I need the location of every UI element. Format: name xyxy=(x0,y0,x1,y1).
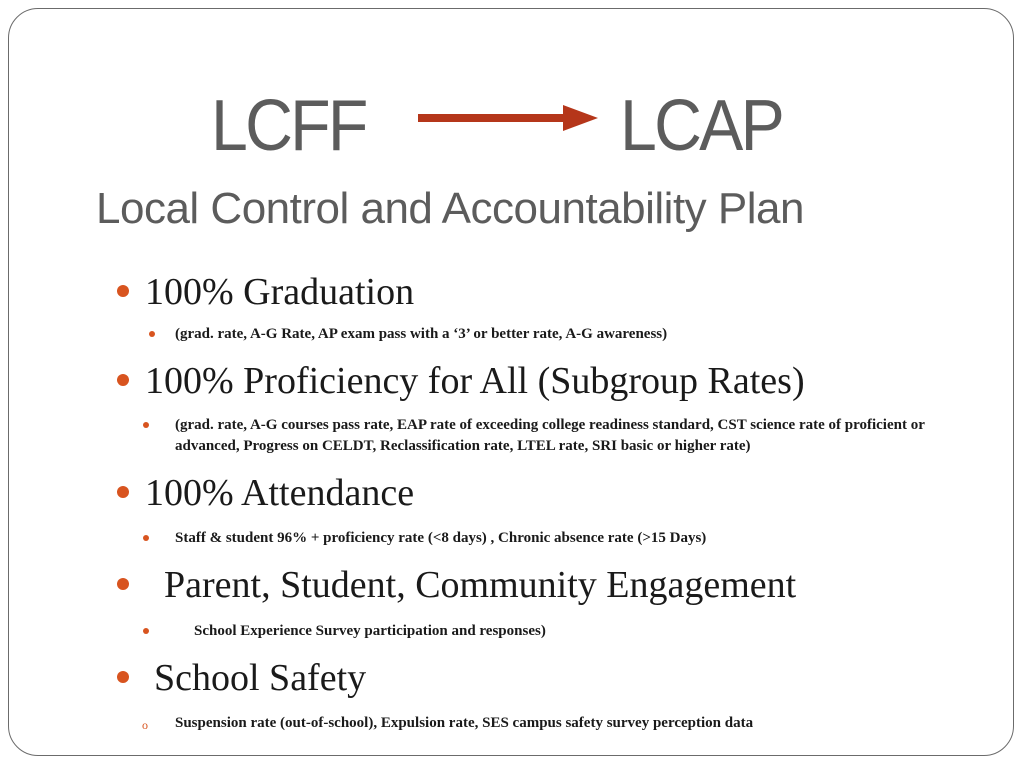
bullet-proficiency: 100% Proficiency for All (Subgroup Rates) xyxy=(145,360,805,402)
bullet-dot-icon xyxy=(117,374,129,386)
sub-bullet-dot-icon xyxy=(143,535,149,541)
sub-bullet-engagement: School Experience Survey participation and responses) xyxy=(194,623,546,639)
sub-bullet-dot-icon xyxy=(143,422,149,428)
bullet-dot-icon xyxy=(117,486,129,498)
sub-bullet-hollow-icon: o xyxy=(142,718,148,732)
bullet-dot-icon xyxy=(117,671,129,683)
sub-bullet-school-safety: Suspension rate (out-of-school), Expulsion rate, SES campus safety survey perception data xyxy=(175,715,754,731)
sub-bullet-dot-icon xyxy=(149,331,155,337)
title-lcff: LCFF xyxy=(211,86,366,166)
sub-bullet-proficiency: (grad. rate, A-G courses pass rate, EAP rate of exceeding college readiness standard, CST science rate of proficient or advanced, Progress on CELDT, Reclassification rate, LTEL rate, SRI basic or higher rate) xyxy=(175,417,925,454)
right-arrow-icon xyxy=(418,103,598,133)
subtitle: Local Control and Accountability Plan xyxy=(96,184,804,233)
sub-bullet-attendance: Staff & student 96% + proficiency rate (<8 days) , Chronic absence rate (>15 Days) xyxy=(175,530,707,546)
sub-bullet-dot-icon xyxy=(143,628,149,634)
bullet-school-safety: School Safety xyxy=(154,657,367,699)
sub-bullet-graduation: (grad. rate, A-G Rate, AP exam pass with a ‘3’ or better rate, A-G awareness) xyxy=(175,326,668,342)
bullet-attendance: 100% Attendance xyxy=(145,472,415,514)
bullet-dot-icon xyxy=(117,285,129,297)
title-lcap: LCAP xyxy=(620,86,783,166)
bullet-dot-icon xyxy=(117,578,129,590)
bullet-graduation: 100% Graduation xyxy=(145,271,415,313)
bullet-engagement: Parent, Student, Community Engagement xyxy=(164,564,797,606)
